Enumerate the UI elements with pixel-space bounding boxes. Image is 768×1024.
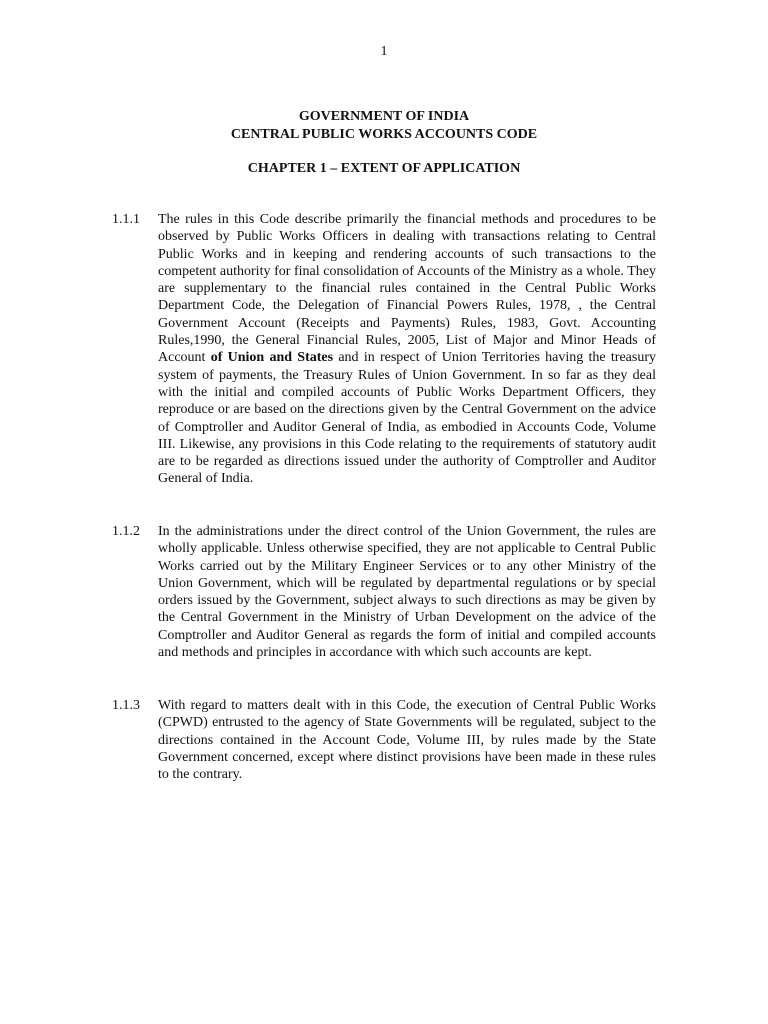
section-bold-text: of Union and States: [210, 350, 334, 366]
header-government-title: GOVERNMENT OF INDIA: [298, 109, 470, 124]
section-1-1-3: [112, 697, 656, 783]
section-number: 1.1.3: [112, 698, 140, 713]
header-code-title: CENTRAL PUBLIC WORKS ACCOUNTS CODE: [230, 127, 538, 142]
section-text-part: The rules in this Code describe primarily the financial methods and procedures to be observed by Public Works Officers in dealing with transactions relating to Central Public Works and in keeping and rendering accounts of such transactions to the competent authority for final consolidation of Accounts of the Ministry as a whole. They are supplementary to the financial rules contained in the Central Public Works Department Code, the Delegation of Financial Powers Rules, 1978, , the Central Government Account (Receipts and Payments) Rules, 1983, Govt. Accounting Rules,1990, the General Financial Rules, 2005, List of Major and Minor Heads of Account: [158, 212, 656, 366]
section-text-part: and in respect of Union Territories having the treasury system of payments, the Treasury Rules of Union Government. In so far as they deal with the initial and compiled accounts of Public Works Department Officers, they reproduce or are based on the directions given by the Central Government on the advice of Comptroller and Auditor General of India, as embodied in Accounts Code, Volume III. Likewise, any provisions in this Code relating to the requirements of statutory audit are to be regarded as directions issued under the authority of Comptroller and Auditor General of India.: [158, 350, 656, 487]
section-text: [158, 211, 656, 488]
section-text: In the administrations under the direct control of the Union Government, the rules are wholly applicable. Unless otherwise specified, they are not applicable to Central Public Works carried out by the Military Engineer Services or to any other Ministry of the Union Government, which will be regulated by departmental regulations or by special orders issued by the Government, subject always to such directions as may be given by the Central Government in the Ministry of Urban Development on the advice of the Comptroller and Auditor General as regards the form of initial and compiled accounts and methods and principles in accordance with which such accounts are kept.: [158, 524, 656, 661]
section-1-1-1: [112, 211, 656, 488]
section-number: 1.1.1: [112, 212, 140, 227]
section-text: With regard to matters dealt with in this Code, the execution of Central Public Works (CPWD) entrusted to the agency of State Governments will be regulated, subject to the directions contained in the Account Code, Volume III, by rules made by the State Government concerned, except where distinct provisions have been made in these rules to the contrary.: [158, 698, 656, 783]
page-number: 1: [380, 44, 388, 59]
document-header: [0, 108, 768, 178]
chapter-title: CHAPTER 1 – EXTENT OF APPLICATION: [247, 161, 521, 176]
section-1-1-2: [112, 523, 656, 661]
section-number: 1.1.2: [112, 524, 140, 539]
